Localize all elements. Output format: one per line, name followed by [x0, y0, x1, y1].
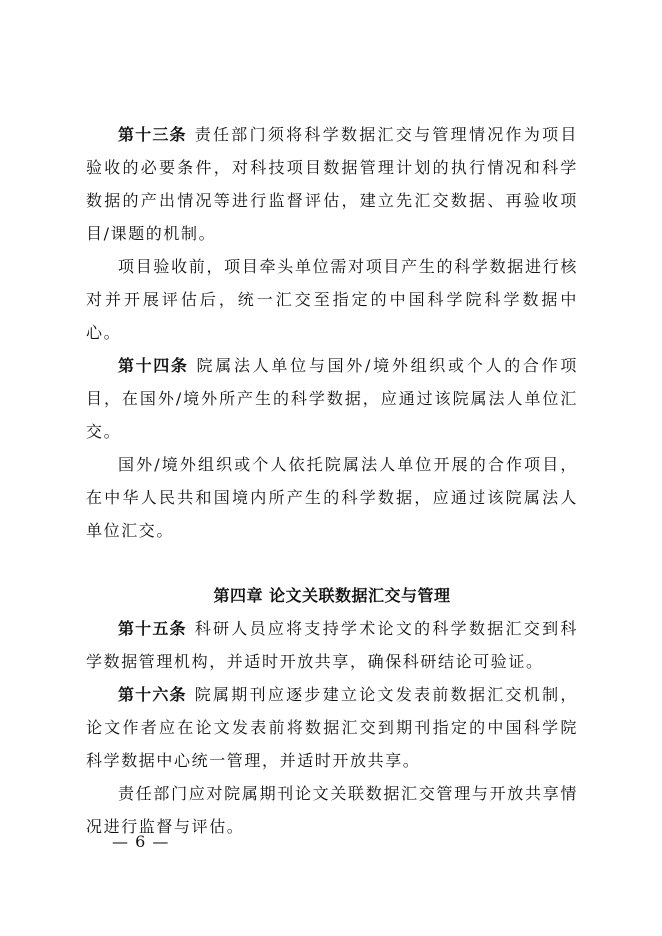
document-body [86, 118, 578, 843]
article-13-label: 第十三条 [118, 125, 187, 144]
article-16-label: 第十六条 [118, 685, 187, 704]
article-15-paragraph [86, 612, 578, 678]
article-13-text: 责任部门须将科学数据汇交与管理情况作为项目验收的必要条件，对科技项目数据管理计划的执行情况和科学数据的产出情况等进行监督评估，建立先汇交数据、再验收项目/课题的机制。 [86, 125, 578, 243]
article-14-text: 院属法人单位与国外/境外组织或个人的合作项目，在国外/境外所产生的科学数据，应通过该院属法人单位汇交。 [86, 356, 578, 441]
article-14-paragraph [86, 349, 578, 448]
article-16-text: 院属期刊应逐步建立论文发表前数据汇交机制，论文作者应在论文发表前将数据汇交到期刊指定的中国科学院科学数据中心统一管理，并适时开放共享。 [86, 685, 578, 770]
foreign-cooperation-paragraph [86, 448, 578, 547]
article-15-text: 科研人员应将支持学术论文的科学数据汇交到科学数据管理机构，并适时开放共享，确保科研结论可验证。 [86, 619, 578, 671]
article-13-paragraph [86, 118, 578, 250]
article-16-paragraph [86, 678, 578, 777]
page-number: — 6 — [112, 832, 170, 851]
chapter-heading: 第四章 论文关联数据汇交与管理 [213, 586, 451, 605]
foreign-cooperation-text: 国外/境外组织或个人依托院属法人单位开展的合作项目，在中华人民共和国境内所产生的科学数据，应通过该院属法人单位汇交。 [86, 455, 578, 540]
project-acceptance-paragraph [86, 250, 578, 349]
article-15-label: 第十五条 [118, 619, 187, 638]
project-acceptance-text: 项目验收前，项目牵头单位需对项目产生的科学数据进行核对并开展评估后，统一汇交至指定的中国科学院科学数据中心。 [86, 257, 578, 342]
article-14-label: 第十四条 [118, 356, 189, 375]
supervision-text: 责任部门应对院属期刊论文关联数据汇交管理与开放共享情况进行监督与评估。 [86, 784, 578, 836]
